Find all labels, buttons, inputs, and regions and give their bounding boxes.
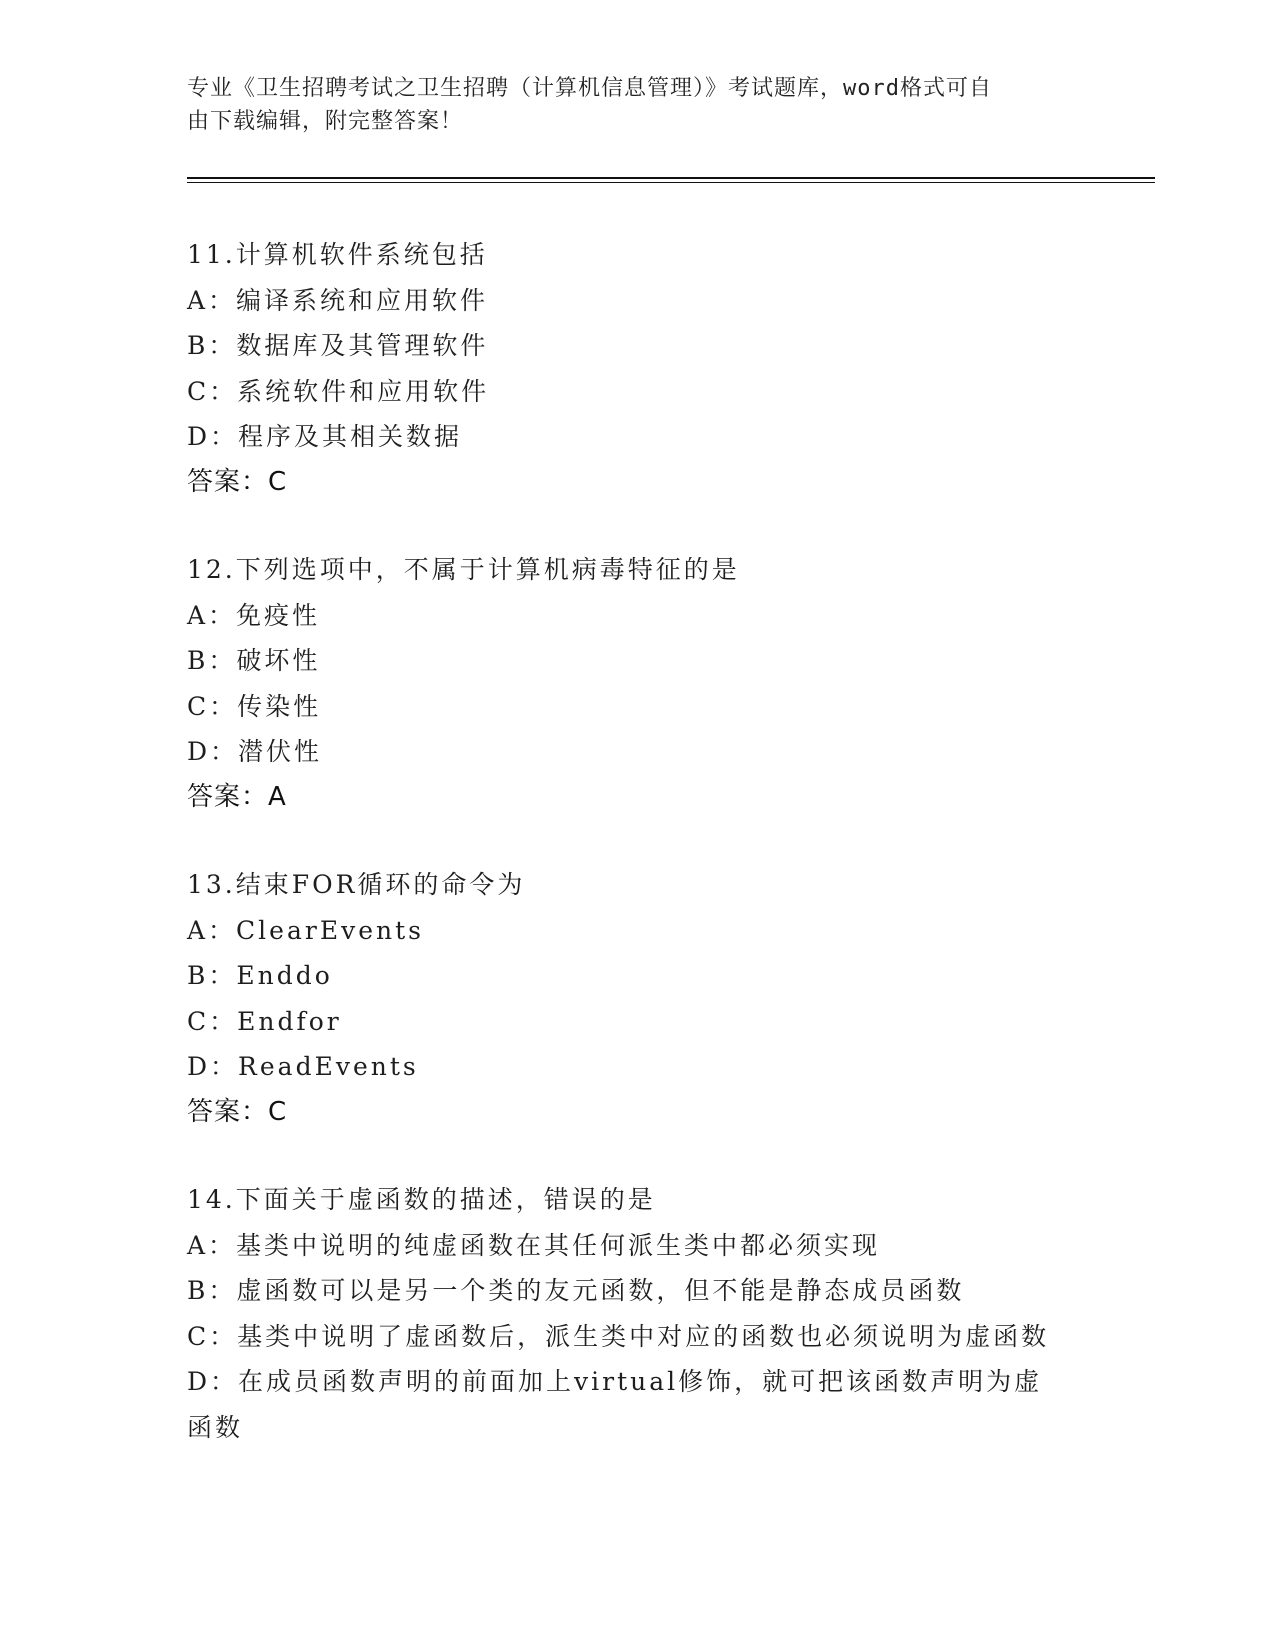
question-11 xyxy=(187,232,1087,505)
answer: 答案：C xyxy=(187,1096,288,1127)
document-header xyxy=(187,72,1067,138)
option-d: D：程序及其相关数据 xyxy=(187,422,463,451)
option-d: D：ReadEvents xyxy=(187,1052,419,1081)
option-b: B：破坏性 xyxy=(187,646,321,675)
answer: 答案：C xyxy=(187,466,288,497)
option-d: D：潜伏性 xyxy=(187,737,323,766)
option-b: B：虚函数可以是另一个类的友元函数，但不能是静态成员函数 xyxy=(187,1276,965,1305)
header-line-1: 专业《卫生招聘考试之卫生招聘（计算机信息管理）》考试题库，word格式可自 xyxy=(187,76,992,101)
question-13 xyxy=(187,862,1087,1135)
question-title: 11.计算机软件系统包括 xyxy=(187,240,488,269)
option-c: C：系统软件和应用软件 xyxy=(187,376,490,406)
option-d: D：在成员函数声明的前面加上virtual修饰，就可把该函数声明为虚函数 xyxy=(187,1367,1043,1442)
option-a: A：编译系统和应用软件 xyxy=(187,285,489,315)
question-12 xyxy=(187,547,1087,820)
header-divider-thin xyxy=(187,182,1155,183)
question-list xyxy=(187,232,1087,1492)
option-b: B：数据库及其管理软件 xyxy=(187,331,489,360)
option-a: A：ClearEvents xyxy=(187,915,424,945)
header-divider-thick xyxy=(187,177,1155,179)
option-a: A：免疫性 xyxy=(187,600,321,630)
answer: 答案：A xyxy=(187,781,287,812)
option-b: B：Enddo xyxy=(187,961,333,990)
header-line-2: 由下载编辑，附完整答案！ xyxy=(187,109,464,134)
question-title: 13.结束FOR循环的命令为 xyxy=(187,870,526,899)
option-c: C：传染性 xyxy=(187,691,322,721)
option-c: C：基类中说明了虚函数后，派生类中对应的函数也必须说明为虚函数 xyxy=(187,1321,1050,1351)
question-title: 12.下列选项中，不属于计算机病毒特征的是 xyxy=(187,555,740,584)
question-title: 14.下面关于虚函数的描述，错误的是 xyxy=(187,1185,656,1214)
option-c: C：Endfor xyxy=(187,1006,342,1036)
option-a: A：基类中说明的纯虚函数在其任何派生类中都必须实现 xyxy=(187,1230,881,1260)
question-14 xyxy=(187,1177,1087,1450)
